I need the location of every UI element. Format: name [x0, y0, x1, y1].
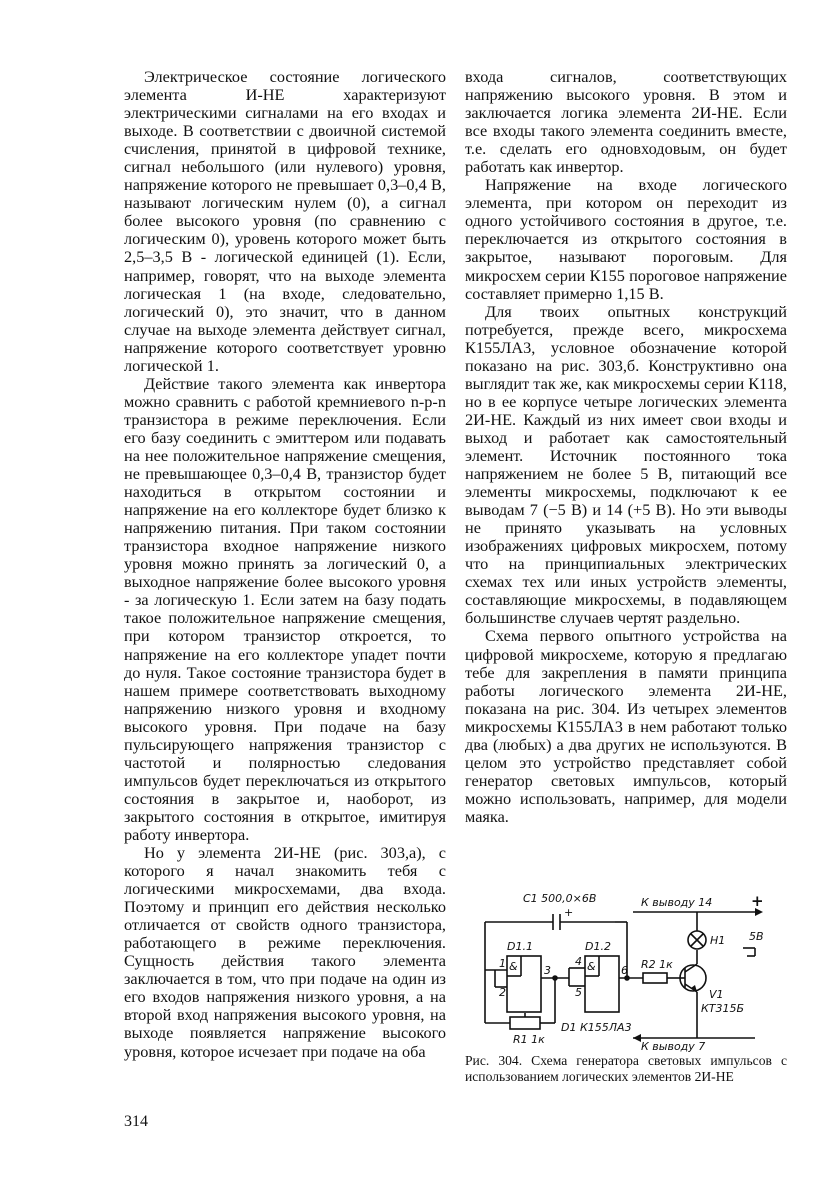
- paragraph: Но у элемента 2И-НЕ (рис. 303,а), с которого я начал знакомить тебя с логическими микросхемами, два входа. Поэтому и принцип его действия несколько отличается от свойств одного транзистора, работающего в режиме переключения. Сущность действия такого элемента заключается в том, что при подаче на один из его входов напряжения низкого уровня, а на второй вход напряжения высокого уровня, на выходе появляется напряжение высокого уровня, которое исчезает при подаче на оба: [124, 843, 446, 1061]
- capacitor-label: C1 500,0×6В: [523, 892, 597, 905]
- figure-caption: Рис. 304. Схема генератора световых импульсов с использованием логических элементов 2И-НЕ: [465, 1053, 787, 1084]
- page-number: 314: [124, 1113, 148, 1130]
- transistor-label: V1: [709, 988, 724, 1001]
- paragraph: Действие такого элемента как инвертора можно сравнить с работой кремниевого n-p-n транзистора в режиме переключения. Если его базу соединить с эмиттером или подавать на нее положительное напряжение смещения, не превышающее 0,3–0,4 В, транзистор будет находиться в открытом состоянии и напряжение на его коллекторе будет близко к напряжению питания. При таком состоянии транзистора входное напряжение низкого уровня можно принять за логический 0, а выходное напряжение более высокого уровня - за логическую 1. Если затем на базу подать такое положительное напряжение смещения, при котором транзистор откроется, то напряжение на его коллекторе упадет почти до нуля. Такое состояние транзистора будет в нашем примере соответствовать выходному напряжению низкого уровня и входному высокого уровня. При подаче на базу пульсирующего напряжения транзистор с частотой и полярностью следования импульсов будет переключаться из открытого состояния в закрытое и, наоборот, из закрытого состояния в открытое, имитируя работу инвертора.: [124, 373, 446, 844]
- paragraph: входа сигналов, соответствующих напряжению высокого уровня. В этом и заключается логика элемента 2И-НЕ. Если все входы такого элемента соединить вместе, т.е. сделать его одновходовым, он будет работать как инвертор.: [465, 67, 787, 177]
- pin14-label: К выводу 14: [641, 896, 713, 909]
- chip-label: D1 К155ЛА3: [561, 1021, 632, 1034]
- circuit-schematic: [465, 888, 795, 1053]
- transistor-type-label: КТ315Б: [701, 1002, 745, 1015]
- gate2-label: D1.2: [585, 940, 611, 953]
- pin4-label: 4: [575, 955, 582, 968]
- voltage-label: 5В: [749, 930, 764, 943]
- paragraph: Схема первого опытного устройства на цифровой микросхеме, которую я предлагаю тебе для закрепления в памяти принципа работы логического элемента 2И-НЕ, показана на рис. 304. Из четырех элементов микросхемы К155ЛА3 в нем работают только два (любых) а два других не используются. В целом это устройство представляет собой генератор световых импульсов, который можно использовать, например, для модели маяка.: [465, 626, 787, 826]
- paragraph: Напряжение на входе логического элемента, при котором он переходит из одного устойчивого состояния в другое, т.е. переключается из открытого состояния в закрытое, называют пороговым. Для микросхем серии К155 пороговое напряжение составляет примерно 1,15 В.: [465, 175, 787, 303]
- circuit-diagram: [465, 888, 795, 1053]
- pin5-label: 5: [575, 986, 582, 999]
- supply-plus-label: +: [751, 892, 764, 910]
- r1-label: R1 1к: [513, 1033, 545, 1046]
- r2-label: R2 1к: [641, 958, 673, 971]
- gate2-and-label: &: [587, 960, 596, 973]
- paragraph: Для твоих опытных конструкций потребуется, прежде всего, микросхема К155ЛА3, условное обозначение которой показано на рис. 303,б. Конструктивно она выглядит так же, как микросхемы серии К118, но в ее корпусе четыре логических элемента 2И-НЕ. Каждый из них имеет свои входы и выход и работает как самостоятельный элемент. Источник постоянного тока напряжением не более 5 В, питающий все элементы микросхемы, подключают к ее выводам 7 (−5 В) и 14 (+5 В). Но эти выводы не принято указывать на условных изображениях цифровых микросхем, потому что на принципиальных электрических схемах тех или иных устройств элементы, составляющие микросхемы, в подавляющем большинстве случаев чертят раздельно.: [465, 301, 787, 628]
- capacitor-plus-label: +: [564, 906, 574, 919]
- pin1-label: 1: [499, 957, 506, 970]
- right-text-column: [465, 68, 787, 826]
- pin7-label: К выводу 7: [641, 1040, 706, 1053]
- pin3-label: 3: [544, 964, 551, 977]
- paragraph: Электрическое состояние логического элемента И-НЕ характеризуют электрическими сигналами на его входах и выходе. В соответствии с двоичной системой счисления, принятой в цифровой технике, сигнал небольшого (или нулевого) уровня, напряжение которого не превышает 0,3–0,4 В, называют логическим нулем (0), а сигнал более высокого уровня (по сравнению с логическим 0), уровень которого может быть 2,5–3,5 В - логической единицей (1). Если, например, говорят, что на выходе элемента логическая 1 (на входе, следовательно, логический 0), это значит, что в данном случае на выходе элемента действует сигнал, напряжение которого соответствует уровню логической 1.: [124, 67, 446, 375]
- gate1-and-label: &: [509, 960, 518, 973]
- left-text-column: [124, 68, 446, 1061]
- pin2-label: 2: [499, 986, 506, 999]
- pin6-label: 6: [621, 964, 628, 977]
- lamp-label: Н1: [710, 934, 726, 947]
- gate1-label: D1.1: [507, 940, 533, 953]
